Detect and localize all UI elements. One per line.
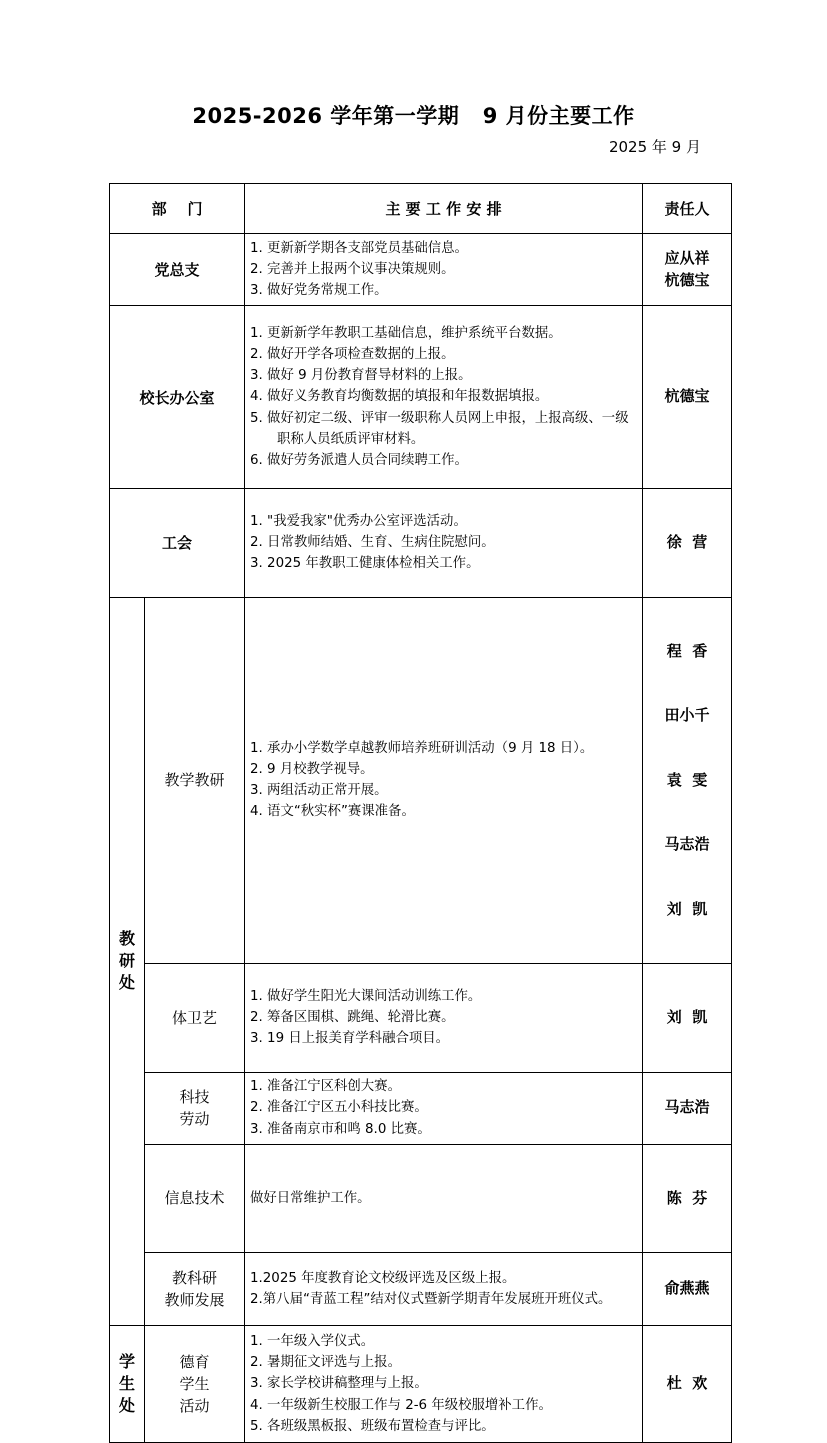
dept-jxjy: 教学教研 xyxy=(145,597,245,964)
task-item: 做好日常维护工作。 xyxy=(250,1190,371,1206)
tasks-tiweiyi xyxy=(245,964,643,1073)
task-item: 1. 更新新学年教职工基础信息，维护系统平台数据。 xyxy=(250,325,562,341)
task-item: 1. 承办小学数学卓越教师培养班研训活动（9 月 18 日）。 xyxy=(250,740,594,756)
person-deyu xyxy=(643,1326,732,1443)
task-item: 3. 两组活动正常开展。 xyxy=(250,783,388,799)
row-keyan xyxy=(110,1253,732,1326)
task-item: 1. 做好学生阳光大课间活动训练工作。 xyxy=(250,988,482,1004)
task-item: 3. 2025 年教职工健康体检相关工作。 xyxy=(250,556,480,572)
dept-xiaozhang: 校长办公室 xyxy=(110,306,245,489)
work-schedule-table xyxy=(109,183,732,1443)
row-xiaozhang xyxy=(110,306,732,489)
row-dangzongzhi xyxy=(110,234,732,306)
person-name: 刘 凯 xyxy=(666,1008,708,1026)
person-name: 田小千 xyxy=(664,706,710,724)
person-tiweiyi xyxy=(643,964,732,1073)
task-item: 3. 做好党务常规工作。 xyxy=(250,283,388,299)
task-item: 5. 做好初定二级、评审一级职称人员网上申报，上报高级、一级职称人员纸质评审材料。 xyxy=(250,410,629,447)
task-item: 4. 做好义务教育均衡数据的填报和年报数据填报。 xyxy=(250,389,549,405)
dept-line: 教师发展 xyxy=(164,1291,225,1309)
task-item: 3. 家长学校讲稿整理与上报。 xyxy=(250,1376,428,1392)
group-xueshengchu xyxy=(110,1326,145,1443)
task-item: 2. 筹备区围棋、跳绳、轮滑比赛。 xyxy=(250,1010,455,1026)
task-item: 2. 9 月校教学视导。 xyxy=(250,762,374,778)
header-work: 主 要 工 作 安 排 xyxy=(245,184,643,234)
task-item: 2. 完善并上报两个议事决策规则。 xyxy=(250,261,455,277)
person-name: 俞燕燕 xyxy=(664,1279,710,1298)
person-xiaozhang xyxy=(643,306,732,489)
row-tiweiyi xyxy=(110,964,732,1073)
task-item: 2.第八届“青蓝工程”结对仪式暨新学期青年发展班开班仪式。 xyxy=(250,1292,612,1307)
person-name: 刘 凯 xyxy=(666,899,708,918)
dept-dangzongzhi: 党总支 xyxy=(110,234,245,306)
group-char: 处 xyxy=(118,1396,135,1415)
person-name: 杭德宝 xyxy=(664,387,710,406)
person-name: 杭德宝 xyxy=(664,270,710,289)
task-item: 2. 准备江宁区五小科技比赛。 xyxy=(250,1100,428,1116)
group-char: 处 xyxy=(118,973,135,993)
dept-keyan xyxy=(145,1253,245,1326)
task-item: 1. 准备江宁区科创大赛。 xyxy=(250,1079,401,1095)
task-item: 3. 19 日上报美育学科融合项目。 xyxy=(250,1031,450,1047)
task-item: 3. 准备南京市和鸣 8.0 比赛。 xyxy=(250,1121,431,1137)
tasks-dangzongzhi xyxy=(245,234,643,306)
task-item: 2. 做好开学各项检查数据的上报。 xyxy=(250,346,455,362)
person-keji xyxy=(643,1072,732,1144)
dept-xinxi: 信息技术 xyxy=(145,1144,245,1253)
task-item: 4. 语文“秋实杯”赛课准备。 xyxy=(250,804,415,820)
group-char: 学 xyxy=(118,1352,135,1371)
task-item: 1. 一年级入学仪式。 xyxy=(250,1333,375,1349)
tasks-jxjy xyxy=(245,597,643,964)
dept-gonghui: 工会 xyxy=(110,489,245,598)
dept-deyu xyxy=(145,1326,245,1443)
tasks-keyan xyxy=(245,1253,643,1326)
dept-line: 劳动 xyxy=(179,1110,210,1128)
dept-line: 教科研 xyxy=(172,1269,218,1287)
header-row xyxy=(110,184,732,234)
task-item: 2. 日常教师结婚、生育、生病住院慰问。 xyxy=(250,535,495,551)
person-xinxi xyxy=(643,1144,732,1253)
group-jiaoyanchu xyxy=(110,597,145,1326)
tasks-xiaozhang xyxy=(245,306,643,489)
person-name: 马志浩 xyxy=(664,835,710,853)
person-keyan xyxy=(643,1253,732,1326)
tasks-keji xyxy=(245,1072,643,1144)
group-char: 教 xyxy=(118,929,135,949)
person-gonghui xyxy=(643,489,732,598)
task-item: 1.2025 年度教育论文校级评选及区级上报。 xyxy=(250,1270,516,1286)
dept-keji xyxy=(145,1072,245,1144)
person-jxjy xyxy=(643,597,732,964)
tasks-gonghui xyxy=(245,489,643,598)
dept-line: 活动 xyxy=(179,1397,210,1415)
person-name: 陈 芬 xyxy=(666,1188,708,1207)
row-deyu xyxy=(110,1326,732,1443)
document-date: 2025 年 9 月 xyxy=(608,138,701,156)
person-dangzongzhi xyxy=(643,234,732,306)
row-jxjy xyxy=(110,597,732,964)
group-char: 研 xyxy=(118,951,135,971)
row-gonghui xyxy=(110,489,732,598)
dept-line: 德育 xyxy=(179,1353,210,1371)
task-item: 1. 更新新学期各支部党员基础信息。 xyxy=(250,240,468,256)
person-name: 应从祥 xyxy=(664,249,710,267)
person-name: 杜 欢 xyxy=(666,1374,708,1393)
document-title: 2025-2026 学年第一学期 9 月份主要工作 xyxy=(192,104,635,128)
task-item: 5. 各班级黑板报、班级布置检查与评比。 xyxy=(250,1418,495,1434)
group-char: 生 xyxy=(118,1374,135,1393)
task-item: 1. "我爱我家"优秀办公室评选活动。 xyxy=(250,513,467,529)
person-name: 袁 雯 xyxy=(666,770,708,789)
task-item: 2. 暑期征文评选与上报。 xyxy=(250,1355,401,1371)
person-name: 程 香 xyxy=(666,641,708,660)
task-item: 3. 做好 9 月份教育督导材料的上报。 xyxy=(250,368,472,384)
header-person: 责任人 xyxy=(643,184,732,234)
person-name: 徐 营 xyxy=(666,533,708,551)
person-name: 马志浩 xyxy=(664,1098,710,1117)
dept-line: 学生 xyxy=(179,1375,210,1393)
tasks-xinxi xyxy=(245,1144,643,1253)
task-item: 4. 一年级新生校服工作与 2-6 年级校服增补工作。 xyxy=(250,1397,552,1413)
header-dept: 部 门 xyxy=(110,184,245,234)
row-keji xyxy=(110,1072,732,1144)
task-item: 6. 做好劳务派遣人员合同续聘工作。 xyxy=(250,453,468,468)
tasks-deyu xyxy=(245,1326,643,1443)
dept-tiweiyi: 体卫艺 xyxy=(145,964,245,1073)
row-xinxi xyxy=(110,1144,732,1253)
dept-line: 科技 xyxy=(179,1088,210,1106)
